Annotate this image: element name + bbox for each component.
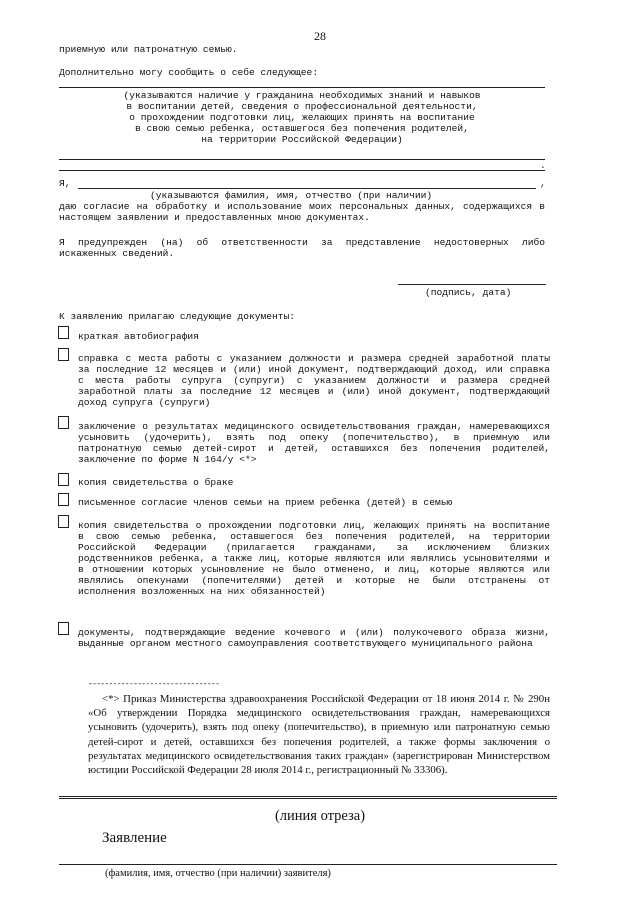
- document-item-medical-conclusion: заключение о результатах медицинского освидетельствования граждан, намеревающихся усыновить (удочерить), взять под опеку (попечительство), в приемную или патронатную семью детей-сирот и детей, оставшихся без попечения родителей, заключение по форме N 164/у <*>: [78, 421, 550, 465]
- additional-info-line-2: [59, 170, 545, 171]
- checkbox-family-consent[interactable]: [58, 493, 69, 506]
- footnote-separator: --------------------------------: [88, 680, 220, 689]
- checkbox-nomadic-documents[interactable]: [58, 622, 69, 635]
- signature-hint: (подпись, дата): [425, 287, 512, 298]
- cut-line-bottom: [59, 798, 557, 799]
- consent-text: даю согласие на обработку и использование моих персональных данных, содержащихся в настоящем заявлении и предоставленных мною документах.: [59, 201, 545, 223]
- cut-line-top: [59, 796, 557, 797]
- checkbox-autobiography[interactable]: [58, 326, 69, 339]
- additional-info-label: Дополнительно могу сообщить о себе следующее:: [59, 67, 319, 78]
- additional-info-end-dot: .: [540, 160, 546, 171]
- documents-label: К заявлению прилагаю следующие документы:: [59, 311, 296, 322]
- additional-info-line-1: [59, 159, 545, 160]
- checkbox-income-certificate[interactable]: [58, 348, 69, 361]
- document-item-family-consent: письменное согласие членов семьи на прием ребенка (детей) в семью: [78, 497, 453, 508]
- additional-info-hint: (указываются наличие у гражданина необходимых знаний и навыков в воспитании детей, сведения о профессиональной деятельности, о прохождении подготовки лиц, желающих принять на воспитание в свою семью ребенка, оставшегося без попечения родителей, на территории Российской Федерации): [123, 90, 481, 145]
- cut-line-label: (линия отреза): [274, 808, 366, 824]
- applicant-hint: (фамилия, имя, отчество (при наличии) заявителя): [105, 868, 331, 879]
- document-item-training-certificate: копия свидетельства о прохождении подготовки лиц, желающих принять на воспитание в свою семью ребенка, оставшегося без попечения родителей, на территории Российской Федерации (прилагается гражданами, за исключением близких родственников ребенка, а также лиц, которые являются или являлись усыновителями и в отношении которых усыновление не было отменено, и лиц, которые являются или являлись опекунами (попечителями) детей и которые не были отстранены от исполнения возложенных на них обязанностей): [78, 520, 550, 597]
- additional-info-underline: [59, 87, 545, 88]
- name-hint: (указываются фамилия, имя, отчество (при наличии): [150, 190, 433, 201]
- footnote-text: <*> Приказ Министерства здравоохранения Российской Федерации от 18 июня 2014 г. № 290н «Об утверждении Порядка медицинского освидетельствования граждан, намеревающихся усыновить (удочерить), взять под опеку (попечительство), в приемную или патронатную семью детей-сирот и детей, оставшихся без попечения родителей, а также формы заключения о результатах медицинского освидетельствования таких граждан» (зарегистрирован Министерством юстиции Российской Федерации 28 июля 2014 г., регистрационный № 33306).: [88, 693, 550, 777]
- document-item-income-certificate: справка с места работы с указанием должности и размера средней заработной платы за последние 12 месяцев и (или) иной документ, подтверждающий доход, или справка с места работы супруга (супруги) с указанием должности и размера средней заработной платы за последние 12 месяцев и (или) иной документ, подтверждающий доход супруга (супруги): [78, 353, 550, 408]
- document-item-nomadic-documents: документы, подтверждающие ведение кочевого и (или) полукочевого образа жизни, выданные органом местного самоуправления соответствующего муниципального района: [78, 627, 550, 649]
- page-number: 28: [314, 29, 326, 43]
- statement-title: Заявление: [102, 830, 167, 846]
- applicant-field[interactable]: [59, 864, 557, 865]
- signature-field[interactable]: [398, 284, 546, 285]
- applicant-name-field[interactable]: [78, 188, 536, 189]
- checkbox-marriage-certificate[interactable]: [58, 473, 69, 486]
- checkbox-training-certificate[interactable]: [58, 515, 69, 528]
- document-item-autobiography: краткая автобиография: [78, 331, 199, 342]
- consent-comma: ,: [540, 178, 546, 189]
- document-item-marriage-certificate: копия свидетельства о браке: [78, 477, 234, 488]
- intro-line: приемную или патронатную семью.: [59, 44, 238, 55]
- consent-prefix: Я,: [59, 178, 71, 189]
- checkbox-medical-conclusion[interactable]: [58, 416, 69, 429]
- warning-text: Я предупрежден (на) об ответственности за представление недостоверных либо искаженных сведений.: [59, 237, 545, 259]
